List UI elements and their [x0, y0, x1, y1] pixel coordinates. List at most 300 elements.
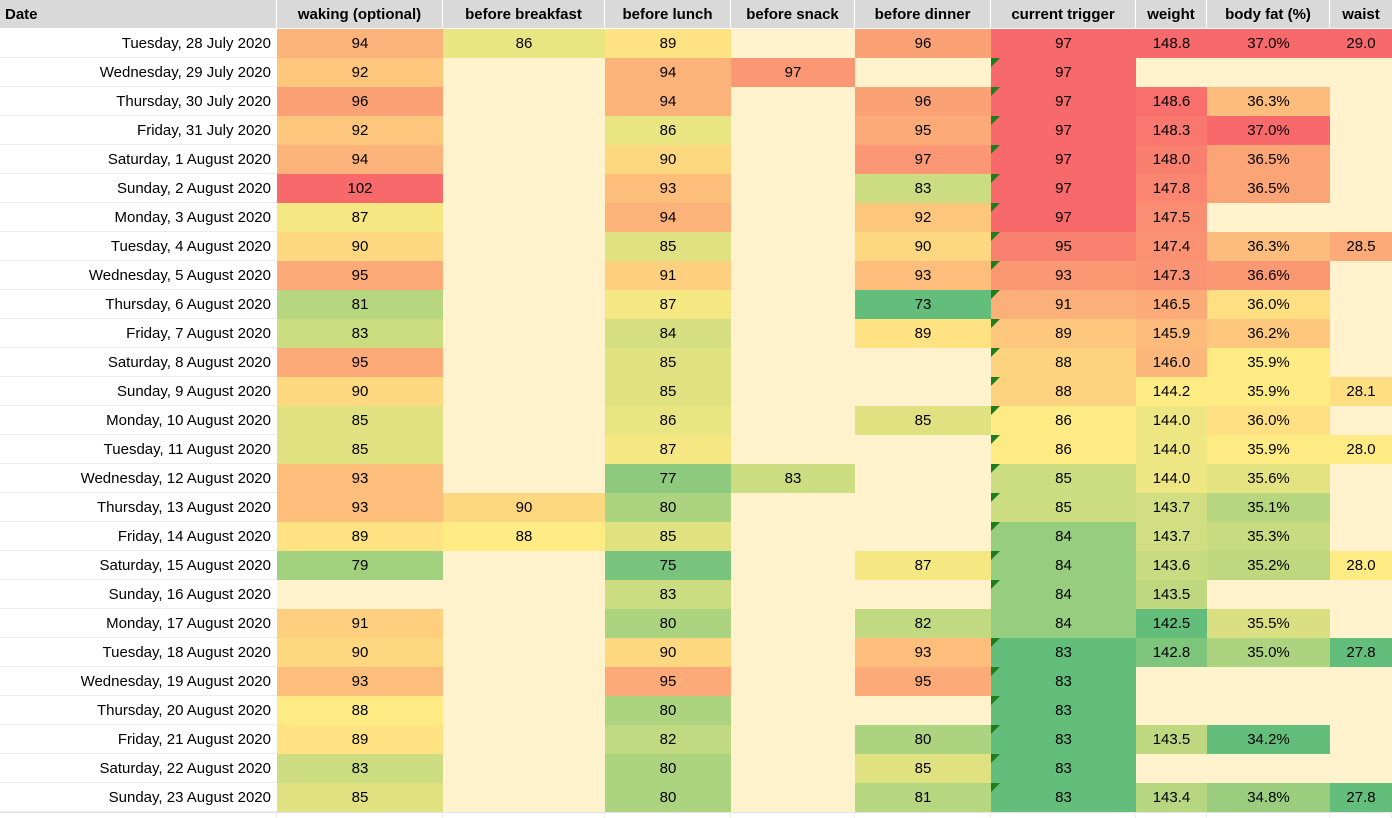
cell-breakfast[interactable]: [443, 377, 605, 406]
date-cell[interactable]: Thursday, 30 July 2020: [0, 87, 277, 116]
date-cell[interactable]: Friday, 14 August 2020: [0, 522, 277, 551]
cell-weight[interactable]: 147.4: [1136, 232, 1207, 261]
cell-dinner[interactable]: 87: [855, 551, 991, 580]
cell-dinner[interactable]: [855, 464, 991, 493]
cell-breakfast[interactable]: [443, 203, 605, 232]
cell-waking[interactable]: 93: [277, 493, 443, 522]
cell-breakfast[interactable]: [443, 290, 605, 319]
cell-dinner[interactable]: 96: [855, 29, 991, 58]
cell-breakfast[interactable]: [443, 638, 605, 667]
cell-trigger[interactable]: 86: [991, 435, 1136, 464]
cell-waking[interactable]: 96: [277, 87, 443, 116]
cell-trigger[interactable]: 95: [991, 232, 1136, 261]
cell-dinner[interactable]: [855, 377, 991, 406]
table-row: [0, 464, 1392, 493]
cell-dinner[interactable]: [855, 58, 991, 87]
cell-lunch[interactable]: 90: [605, 638, 731, 667]
cell-waking[interactable]: 90: [277, 638, 443, 667]
cell-snack[interactable]: [731, 435, 855, 464]
column-header-before-dinner[interactable]: before dinner: [855, 0, 991, 29]
cell-trigger[interactable]: 97: [991, 145, 1136, 174]
cell-breakfast[interactable]: [443, 58, 605, 87]
cell-waking[interactable]: 90: [277, 377, 443, 406]
date-cell[interactable]: Friday, 7 August 2020: [0, 319, 277, 348]
cell-lunch[interactable]: 75: [605, 551, 731, 580]
column-header-before-snack[interactable]: before snack: [731, 0, 855, 29]
table-row: [0, 522, 1392, 551]
cell-snack[interactable]: [731, 203, 855, 232]
cell-trigger[interactable]: 85: [991, 493, 1136, 522]
cell-dinner[interactable]: [855, 435, 991, 464]
cell-waking[interactable]: 94: [277, 29, 443, 58]
cell-snack[interactable]: [731, 551, 855, 580]
cell-waking[interactable]: 93: [277, 464, 443, 493]
cell-breakfast[interactable]: [443, 725, 605, 754]
cell-breakfast[interactable]: 86: [443, 29, 605, 58]
cell-weight[interactable]: 143.5: [1136, 725, 1207, 754]
cell-weight[interactable]: 148.0: [1136, 145, 1207, 174]
cell-waking[interactable]: 92: [277, 116, 443, 145]
cell-snack[interactable]: [731, 174, 855, 203]
cell-waking[interactable]: 83: [277, 754, 443, 783]
date-cell[interactable]: Friday, 31 July 2020: [0, 116, 277, 145]
cell-trigger[interactable]: 83: [991, 783, 1136, 812]
cell-bodyfat[interactable]: 35.9%: [1207, 435, 1330, 464]
cell-trigger[interactable]: 83: [991, 638, 1136, 667]
cell-dinner[interactable]: [855, 348, 991, 377]
cell-breakfast[interactable]: [443, 609, 605, 638]
cell-weight[interactable]: 143.7: [1136, 493, 1207, 522]
cell-waking[interactable]: 85: [277, 435, 443, 464]
cell-bodyfat[interactable]: 35.3%: [1207, 522, 1330, 551]
column-header-weight[interactable]: weight: [1136, 0, 1207, 29]
cell-waking[interactable]: 93: [277, 667, 443, 696]
cell-dinner[interactable]: 85: [855, 754, 991, 783]
cell-trigger[interactable]: 84: [991, 580, 1136, 609]
date-cell[interactable]: Monday, 10 August 2020: [0, 406, 277, 435]
cell-snack[interactable]: [731, 783, 855, 812]
cell-snack[interactable]: [731, 145, 855, 174]
cell-weight[interactable]: 148.3: [1136, 116, 1207, 145]
cell-lunch[interactable]: 87: [605, 290, 731, 319]
cell-lunch[interactable]: 83: [605, 580, 731, 609]
cell-waist[interactable]: [1330, 406, 1392, 435]
date-cell[interactable]: Wednesday, 19 August 2020: [0, 667, 277, 696]
cell-dinner[interactable]: 96: [855, 87, 991, 116]
cell-dinner[interactable]: 80: [855, 725, 991, 754]
comment-indicator-icon: [991, 232, 1000, 241]
cell-trigger[interactable]: 97: [991, 174, 1136, 203]
cell-waist[interactable]: [1330, 725, 1392, 754]
cell-lunch[interactable]: 80: [605, 493, 731, 522]
date-cell[interactable]: Wednesday, 5 August 2020: [0, 261, 277, 290]
cell-waist[interactable]: 27.8: [1330, 638, 1392, 667]
cell-breakfast[interactable]: [443, 551, 605, 580]
cell-trigger[interactable]: 84: [991, 609, 1136, 638]
cell-waist[interactable]: 29.0: [1330, 29, 1392, 58]
cell-snack[interactable]: [731, 319, 855, 348]
table-row: [0, 377, 1392, 406]
date-cell[interactable]: Sunday, 23 August 2020: [0, 783, 277, 812]
cell-weight[interactable]: [1136, 58, 1207, 87]
cell-weight[interactable]: 144.0: [1136, 464, 1207, 493]
cell-bodyfat[interactable]: 36.3%: [1207, 87, 1330, 116]
cell-trigger[interactable]: 97: [991, 203, 1136, 232]
cell-breakfast[interactable]: [443, 348, 605, 377]
comment-indicator-icon: [991, 406, 1000, 415]
cell-snack[interactable]: [731, 667, 855, 696]
cell-snack[interactable]: [731, 638, 855, 667]
cell-lunch[interactable]: 93: [605, 174, 731, 203]
cell-breakfast[interactable]: [443, 696, 605, 725]
cell-trigger[interactable]: 85: [991, 464, 1136, 493]
cell-lunch[interactable]: 94: [605, 58, 731, 87]
cell-lunch[interactable]: 82: [605, 725, 731, 754]
cell-weight[interactable]: 142.5: [1136, 609, 1207, 638]
cell-bodyfat[interactable]: 36.5%: [1207, 174, 1330, 203]
cell-trigger[interactable]: 97: [991, 116, 1136, 145]
cell-bodyfat[interactable]: 35.1%: [1207, 493, 1330, 522]
cell-waking[interactable]: 89: [277, 522, 443, 551]
comment-indicator-icon: [991, 377, 1000, 386]
cell-breakfast[interactable]: [443, 435, 605, 464]
cell-lunch[interactable]: 85: [605, 522, 731, 551]
cell-waking[interactable]: 81: [277, 290, 443, 319]
cell-lunch[interactable]: 85: [605, 377, 731, 406]
cell-weight[interactable]: 147.8: [1136, 174, 1207, 203]
cell-weight[interactable]: 148.6: [1136, 87, 1207, 116]
cell-trigger[interactable]: 83: [991, 754, 1136, 783]
cell-waking[interactable]: 87: [277, 203, 443, 232]
cell-waist[interactable]: [1330, 667, 1392, 696]
cell-snack[interactable]: [731, 522, 855, 551]
cell-snack[interactable]: [731, 348, 855, 377]
cell-trigger[interactable]: 93: [991, 261, 1136, 290]
cell-bodyfat[interactable]: 35.6%: [1207, 464, 1330, 493]
cell-waist[interactable]: [1330, 87, 1392, 116]
cell-trigger[interactable]: 83: [991, 696, 1136, 725]
comment-indicator-icon: [991, 464, 1000, 473]
cell-bodyfat[interactable]: 36.0%: [1207, 290, 1330, 319]
cell-dinner[interactable]: 85: [855, 406, 991, 435]
cell-snack[interactable]: [731, 290, 855, 319]
cell-breakfast[interactable]: [443, 116, 605, 145]
cell-dinner[interactable]: [855, 580, 991, 609]
cell-waist[interactable]: [1330, 290, 1392, 319]
cell-snack[interactable]: [731, 406, 855, 435]
cell-bodyfat[interactable]: 36.0%: [1207, 406, 1330, 435]
cell-bodyfat[interactable]: [1207, 203, 1330, 232]
date-cell[interactable]: Sunday, 2 August 2020: [0, 174, 277, 203]
cell-lunch[interactable]: 94: [605, 203, 731, 232]
cell-bodyfat[interactable]: 36.6%: [1207, 261, 1330, 290]
table-row: [0, 174, 1392, 203]
cell-weight[interactable]: 146.0: [1136, 348, 1207, 377]
cell-waking[interactable]: 94: [277, 145, 443, 174]
cell-waist[interactable]: [1330, 319, 1392, 348]
cell-waking[interactable]: [277, 580, 443, 609]
cell-waist[interactable]: [1330, 580, 1392, 609]
cell-trigger[interactable]: 97: [991, 87, 1136, 116]
column-header-waking[interactable]: waking (optional): [277, 0, 443, 29]
table-row: [0, 348, 1392, 377]
cell-weight[interactable]: 143.6: [1136, 551, 1207, 580]
cell-bodyfat[interactable]: [1207, 696, 1330, 725]
cell-trigger[interactable]: 88: [991, 348, 1136, 377]
cell-dinner[interactable]: [855, 522, 991, 551]
cell-trigger[interactable]: 91: [991, 290, 1136, 319]
cell-breakfast[interactable]: 88: [443, 522, 605, 551]
cell-dinner[interactable]: 97: [855, 145, 991, 174]
cell-lunch[interactable]: 80: [605, 783, 731, 812]
cell-dinner[interactable]: [855, 696, 991, 725]
cell-dinner[interactable]: 89: [855, 319, 991, 348]
date-cell[interactable]: Thursday, 20 August 2020: [0, 696, 277, 725]
cell-weight[interactable]: 148.8: [1136, 29, 1207, 58]
date-cell[interactable]: Saturday, 8 August 2020: [0, 348, 277, 377]
cell-dinner[interactable]: 95: [855, 116, 991, 145]
cell-weight[interactable]: [1136, 667, 1207, 696]
comment-indicator-icon: [991, 290, 1000, 299]
cell-lunch[interactable]: 86: [605, 406, 731, 435]
cell-waist[interactable]: [1330, 754, 1392, 783]
cell-bodyfat[interactable]: 37.0%: [1207, 29, 1330, 58]
cell-waking[interactable]: 102: [277, 174, 443, 203]
date-cell[interactable]: Saturday, 15 August 2020: [0, 551, 277, 580]
cell-trigger[interactable]: 83: [991, 725, 1136, 754]
cell-waist[interactable]: [1330, 174, 1392, 203]
cell-bodyfat[interactable]: [1207, 667, 1330, 696]
cell-dinner[interactable]: 83: [855, 174, 991, 203]
cell-bodyfat[interactable]: [1207, 754, 1330, 783]
cell-bodyfat[interactable]: 34.2%: [1207, 725, 1330, 754]
cell-weight[interactable]: 144.0: [1136, 435, 1207, 464]
cell-waist[interactable]: 28.0: [1330, 435, 1392, 464]
cell-dinner[interactable]: 93: [855, 638, 991, 667]
cell-breakfast[interactable]: 90: [443, 493, 605, 522]
cell-weight[interactable]: 144.0: [1136, 406, 1207, 435]
date-cell[interactable]: Sunday, 9 August 2020: [0, 377, 277, 406]
cell-lunch[interactable]: 85: [605, 348, 731, 377]
cell-breakfast[interactable]: [443, 319, 605, 348]
date-cell[interactable]: Thursday, 13 August 2020: [0, 493, 277, 522]
cell-weight[interactable]: 147.3: [1136, 261, 1207, 290]
cell-waking[interactable]: 95: [277, 261, 443, 290]
cell-bodyfat[interactable]: 36.2%: [1207, 319, 1330, 348]
cell-trigger[interactable]: 97: [991, 58, 1136, 87]
cell-waist[interactable]: [1330, 609, 1392, 638]
cell-trigger[interactable]: 97: [991, 29, 1136, 58]
cell-dinner[interactable]: 95: [855, 667, 991, 696]
cell-waking[interactable]: 88: [277, 696, 443, 725]
cell-waist[interactable]: [1330, 348, 1392, 377]
date-cell[interactable]: Tuesday, 18 August 2020: [0, 638, 277, 667]
cell-weight[interactable]: 146.5: [1136, 290, 1207, 319]
cell-snack[interactable]: [731, 580, 855, 609]
cell-bodyfat[interactable]: 35.2%: [1207, 551, 1330, 580]
table-row: [0, 87, 1392, 116]
cell-waist[interactable]: 28.1: [1330, 377, 1392, 406]
cell-breakfast[interactable]: [443, 783, 605, 812]
cell-bodyfat[interactable]: [1207, 580, 1330, 609]
cell-dinner[interactable]: [855, 493, 991, 522]
cell-trigger[interactable]: 84: [991, 551, 1136, 580]
cell-bodyfat[interactable]: 36.3%: [1207, 232, 1330, 261]
cell-waist[interactable]: 28.5: [1330, 232, 1392, 261]
cell-weight[interactable]: 143.4: [1136, 783, 1207, 812]
table-row: [0, 435, 1392, 464]
cell-lunch[interactable]: 87: [605, 435, 731, 464]
cell-lunch[interactable]: 94: [605, 87, 731, 116]
cell-bodyfat[interactable]: 35.9%: [1207, 348, 1330, 377]
cell-breakfast[interactable]: [443, 667, 605, 696]
date-cell[interactable]: Monday, 17 August 2020: [0, 609, 277, 638]
cell-lunch[interactable]: 77: [605, 464, 731, 493]
cell-dinner[interactable]: 90: [855, 232, 991, 261]
cell-breakfast[interactable]: [443, 580, 605, 609]
date-cell[interactable]: Thursday, 6 August 2020: [0, 290, 277, 319]
column-header-date[interactable]: Date: [0, 0, 277, 29]
date-cell[interactable]: Tuesday, 4 August 2020: [0, 232, 277, 261]
cell-waist[interactable]: [1330, 522, 1392, 551]
comment-indicator-icon: [991, 261, 1000, 270]
cell-weight[interactable]: 147.5: [1136, 203, 1207, 232]
column-header-before-lunch[interactable]: before lunch: [605, 0, 731, 29]
cell-waist[interactable]: [1330, 464, 1392, 493]
cell-waking[interactable]: 90: [277, 232, 443, 261]
comment-indicator-icon: [991, 580, 1000, 589]
cell-waist[interactable]: [1330, 145, 1392, 174]
cell-breakfast[interactable]: [443, 261, 605, 290]
cell-dinner[interactable]: 82: [855, 609, 991, 638]
cell-snack[interactable]: [731, 493, 855, 522]
cell-snack[interactable]: 83: [731, 464, 855, 493]
comment-indicator-icon: [991, 493, 1000, 502]
date-cell[interactable]: Sunday, 16 August 2020: [0, 580, 277, 609]
cell-trigger[interactable]: 83: [991, 667, 1136, 696]
cell-waist[interactable]: [1330, 696, 1392, 725]
cell-lunch[interactable]: 80: [605, 609, 731, 638]
cell-snack[interactable]: [731, 725, 855, 754]
cell-lunch[interactable]: 80: [605, 754, 731, 783]
cell-waist[interactable]: [1330, 203, 1392, 232]
cell-breakfast[interactable]: [443, 464, 605, 493]
comment-indicator-icon: [991, 174, 1000, 183]
table-row: [0, 58, 1392, 87]
cell-lunch[interactable]: 95: [605, 667, 731, 696]
cell-bodyfat[interactable]: [1207, 58, 1330, 87]
comment-indicator-icon: [991, 522, 1000, 531]
cell-snack[interactable]: 97: [731, 58, 855, 87]
cell-dinner[interactable]: 92: [855, 203, 991, 232]
cell-breakfast[interactable]: [443, 145, 605, 174]
cell-trigger[interactable]: 89: [991, 319, 1136, 348]
date-cell[interactable]: Saturday, 22 August 2020: [0, 754, 277, 783]
cell-weight[interactable]: [1136, 696, 1207, 725]
cell-waking[interactable]: 89: [277, 725, 443, 754]
cell-weight[interactable]: [1136, 754, 1207, 783]
cell-waist[interactable]: 27.8: [1330, 783, 1392, 812]
cell-dinner[interactable]: 81: [855, 783, 991, 812]
cell-bodyfat[interactable]: 34.8%: [1207, 783, 1330, 812]
cell-snack[interactable]: [731, 609, 855, 638]
cell-snack[interactable]: [731, 696, 855, 725]
date-cell[interactable]: Monday, 3 August 2020: [0, 203, 277, 232]
cell-breakfast[interactable]: [443, 406, 605, 435]
cell-trigger[interactable]: 88: [991, 377, 1136, 406]
cell-snack[interactable]: [731, 261, 855, 290]
cell-lunch[interactable]: 84: [605, 319, 731, 348]
cell-bodyfat[interactable]: 35.5%: [1207, 609, 1330, 638]
cell-bodyfat[interactable]: 35.0%: [1207, 638, 1330, 667]
cell-waist[interactable]: [1330, 493, 1392, 522]
cell-weight[interactable]: 144.2: [1136, 377, 1207, 406]
date-cell[interactable]: Tuesday, 11 August 2020: [0, 435, 277, 464]
cell-breakfast[interactable]: [443, 754, 605, 783]
cell-snack[interactable]: [731, 29, 855, 58]
table-row: [0, 203, 1392, 232]
cell-waist[interactable]: [1330, 116, 1392, 145]
date-cell[interactable]: Wednesday, 29 July 2020: [0, 58, 277, 87]
cell-snack[interactable]: [731, 87, 855, 116]
cell-waking[interactable]: 85: [277, 406, 443, 435]
date-cell[interactable]: Friday, 21 August 2020: [0, 725, 277, 754]
cell-lunch[interactable]: 89: [605, 29, 731, 58]
cell-weight[interactable]: 143.5: [1136, 580, 1207, 609]
cell-bodyfat[interactable]: 36.5%: [1207, 145, 1330, 174]
cell-lunch[interactable]: 90: [605, 145, 731, 174]
cell-waking[interactable]: 95: [277, 348, 443, 377]
cell-snack[interactable]: [731, 754, 855, 783]
cell-weight[interactable]: 143.7: [1136, 522, 1207, 551]
cell-waist[interactable]: [1330, 261, 1392, 290]
cell-waist[interactable]: 28.0: [1330, 551, 1392, 580]
cell-waist[interactable]: [1330, 58, 1392, 87]
cell-trigger[interactable]: 86: [991, 406, 1136, 435]
cell-dinner[interactable]: 73: [855, 290, 991, 319]
cell-lunch[interactable]: 86: [605, 116, 731, 145]
column-header-waist[interactable]: waist: [1330, 0, 1392, 29]
cell-waking[interactable]: 91: [277, 609, 443, 638]
cell-waking[interactable]: 92: [277, 58, 443, 87]
column-header-before-breakfast[interactable]: before breakfast: [443, 0, 605, 29]
cell-lunch[interactable]: 80: [605, 696, 731, 725]
cell-snack[interactable]: [731, 377, 855, 406]
cell-snack[interactable]: [731, 232, 855, 261]
date-cell[interactable]: Tuesday, 28 July 2020: [0, 29, 277, 58]
cell-snack[interactable]: [731, 116, 855, 145]
cell-bodyfat[interactable]: 37.0%: [1207, 116, 1330, 145]
cell-weight[interactable]: 142.8: [1136, 638, 1207, 667]
column-header-body-fat[interactable]: body fat (%): [1207, 0, 1330, 29]
cell-breakfast[interactable]: [443, 174, 605, 203]
column-header-current-trigger[interactable]: current trigger: [991, 0, 1136, 29]
cell-lunch[interactable]: 91: [605, 261, 731, 290]
cell-bodyfat[interactable]: 35.9%: [1207, 377, 1330, 406]
cell-dinner[interactable]: 93: [855, 261, 991, 290]
date-cell[interactable]: Wednesday, 12 August 2020: [0, 464, 277, 493]
cell-breakfast[interactable]: [443, 232, 605, 261]
table-row: [0, 29, 1392, 58]
date-cell[interactable]: Saturday, 1 August 2020: [0, 145, 277, 174]
cell-waking[interactable]: 85: [277, 783, 443, 812]
cell-lunch[interactable]: 85: [605, 232, 731, 261]
cell-trigger[interactable]: 84: [991, 522, 1136, 551]
cell-waking[interactable]: 79: [277, 551, 443, 580]
cell-breakfast[interactable]: [443, 87, 605, 116]
cell-weight[interactable]: 145.9: [1136, 319, 1207, 348]
cell-waking[interactable]: 83: [277, 319, 443, 348]
